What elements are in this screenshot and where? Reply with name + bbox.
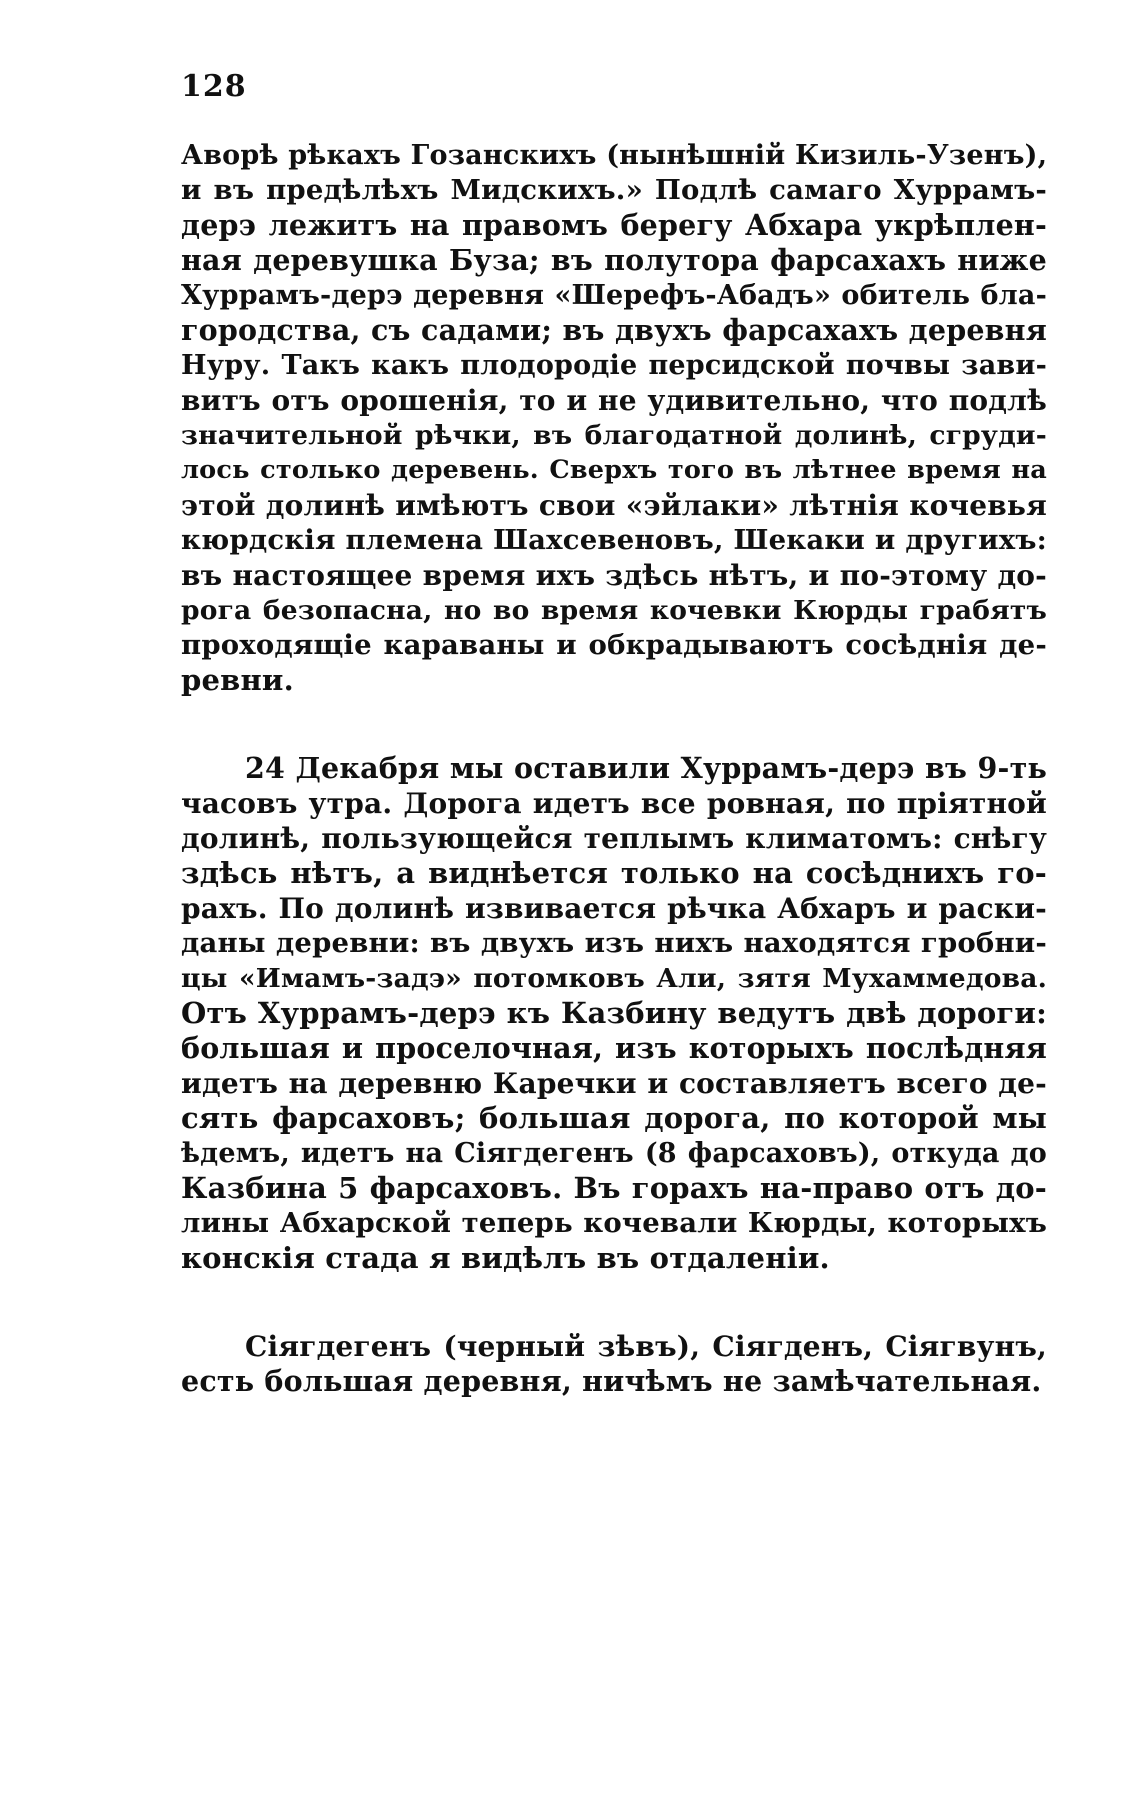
paragraph-gap: [181, 698, 1047, 751]
text-line: цы «Имамъ-задэ» потомковъ Али, зятя Мухаммедова.: [181, 963, 1047, 994]
text-line: идетъ на деревню Каречки и составляетъ всего де-: [181, 1067, 1047, 1100]
text-line: рахъ. По долинѣ извивается рѣчка Абхаръ и раски-: [181, 892, 1047, 925]
text-line: въ настоящее время ихъ здѣсь нѣтъ, и по-этому до-: [181, 559, 1047, 592]
text-line: дерэ лежитъ на правомъ берегу Абхара укрѣплен-: [181, 208, 1047, 242]
page-text: [181, 138, 1047, 1399]
paragraph-1: [181, 138, 1047, 698]
page-number: 128: [181, 69, 247, 104]
text-line: Хуррамъ-дерэ деревня «Шерефъ-Абадъ» обитель бла-: [181, 280, 1047, 311]
text-line: ная деревушка Буза; въ полутора фарсахахъ ниже: [181, 243, 1047, 277]
text-line: лины Абхарской теперь кочевали Кюрды, которыхъ: [181, 1207, 1047, 1239]
text-line: даны деревни: въ двухъ изъ нихъ находятся гробни-: [181, 927, 1047, 959]
text-line: Казбина 5 фарсаховъ. Въ горахъ на-право отъ до-: [181, 1171, 1047, 1205]
text-line: Нуру. Такъ какъ плодородіе персидской почвы зави-: [181, 350, 1047, 381]
text-line: и въ предѣлѣхъ Мидскихъ.» Подлѣ самаго Хуррамъ-: [181, 174, 1047, 206]
text-line: кюрдскія племена Шахсевеновъ, Шекаки и другихъ:: [181, 524, 1047, 556]
text-line: есть большая деревня, ничѣмъ не замѣчательная.: [181, 1364, 1042, 1398]
text-line: лось столько деревень. Сверхъ того въ лѣтнее время на: [181, 455, 1047, 485]
text-line: проходящіе караваны и обкрадываютъ сосѣднія де-: [181, 629, 1047, 661]
text-line: 24 Декабря мы оставили Хуррамъ-дерэ въ 9-ть: [245, 751, 1047, 785]
text-line: этой долинѣ имѣютъ свои «эйлаки» лѣтнія кочевья: [181, 489, 1047, 522]
text-line: долинѣ, пользующейся теплымъ климатомъ: снѣгу: [181, 822, 1047, 855]
text-line: ревни.: [181, 663, 294, 697]
text-line: сять фарсаховъ; большая дорога, по которой мы: [181, 1101, 1047, 1135]
text-line: Сіягдегенъ (черный зѣвъ), Сіягденъ, Сіягвунъ,: [245, 1330, 1047, 1363]
text-line: значительной рѣчки, въ благодатной долинѣ, сгруди-: [181, 420, 1047, 451]
text-line: конскія стада я видѣлъ въ отдаленіи.: [181, 1241, 830, 1275]
text-line: Отъ Хуррамъ-дерэ къ Казбину ведутъ двѣ дороги:: [181, 996, 1047, 1030]
text-line: здѣсь нѣтъ, а виднѣется только на сосѣднихъ го-: [181, 856, 1047, 890]
text-line: Аворѣ рѣкахъ Гозанскихъ (нынѣшній Кизиль-Узенъ),: [181, 140, 1048, 171]
paragraph-3: [181, 1329, 1047, 1399]
text-line: часовъ утра. Дорога идетъ все ровная, по пріятной: [181, 787, 1047, 820]
paragraph-2: [181, 751, 1047, 1276]
text-line: городства, съ садами; въ двухъ фарсахахъ деревня: [181, 313, 1047, 347]
text-line: рога безопасна, но во время кочевки Кюрды грабятъ: [181, 595, 1047, 626]
text-line: большая и проселочная, изъ которыхъ послѣдняя: [181, 1031, 1047, 1065]
text-line: витъ отъ орошенія, то и не удивительно, что подлѣ: [181, 384, 1047, 417]
paragraph-gap: [181, 1276, 1047, 1329]
text-line: ѣдемъ, идетъ на Сіягдегенъ (8 фарсаховъ), откуда до: [181, 1138, 1047, 1169]
